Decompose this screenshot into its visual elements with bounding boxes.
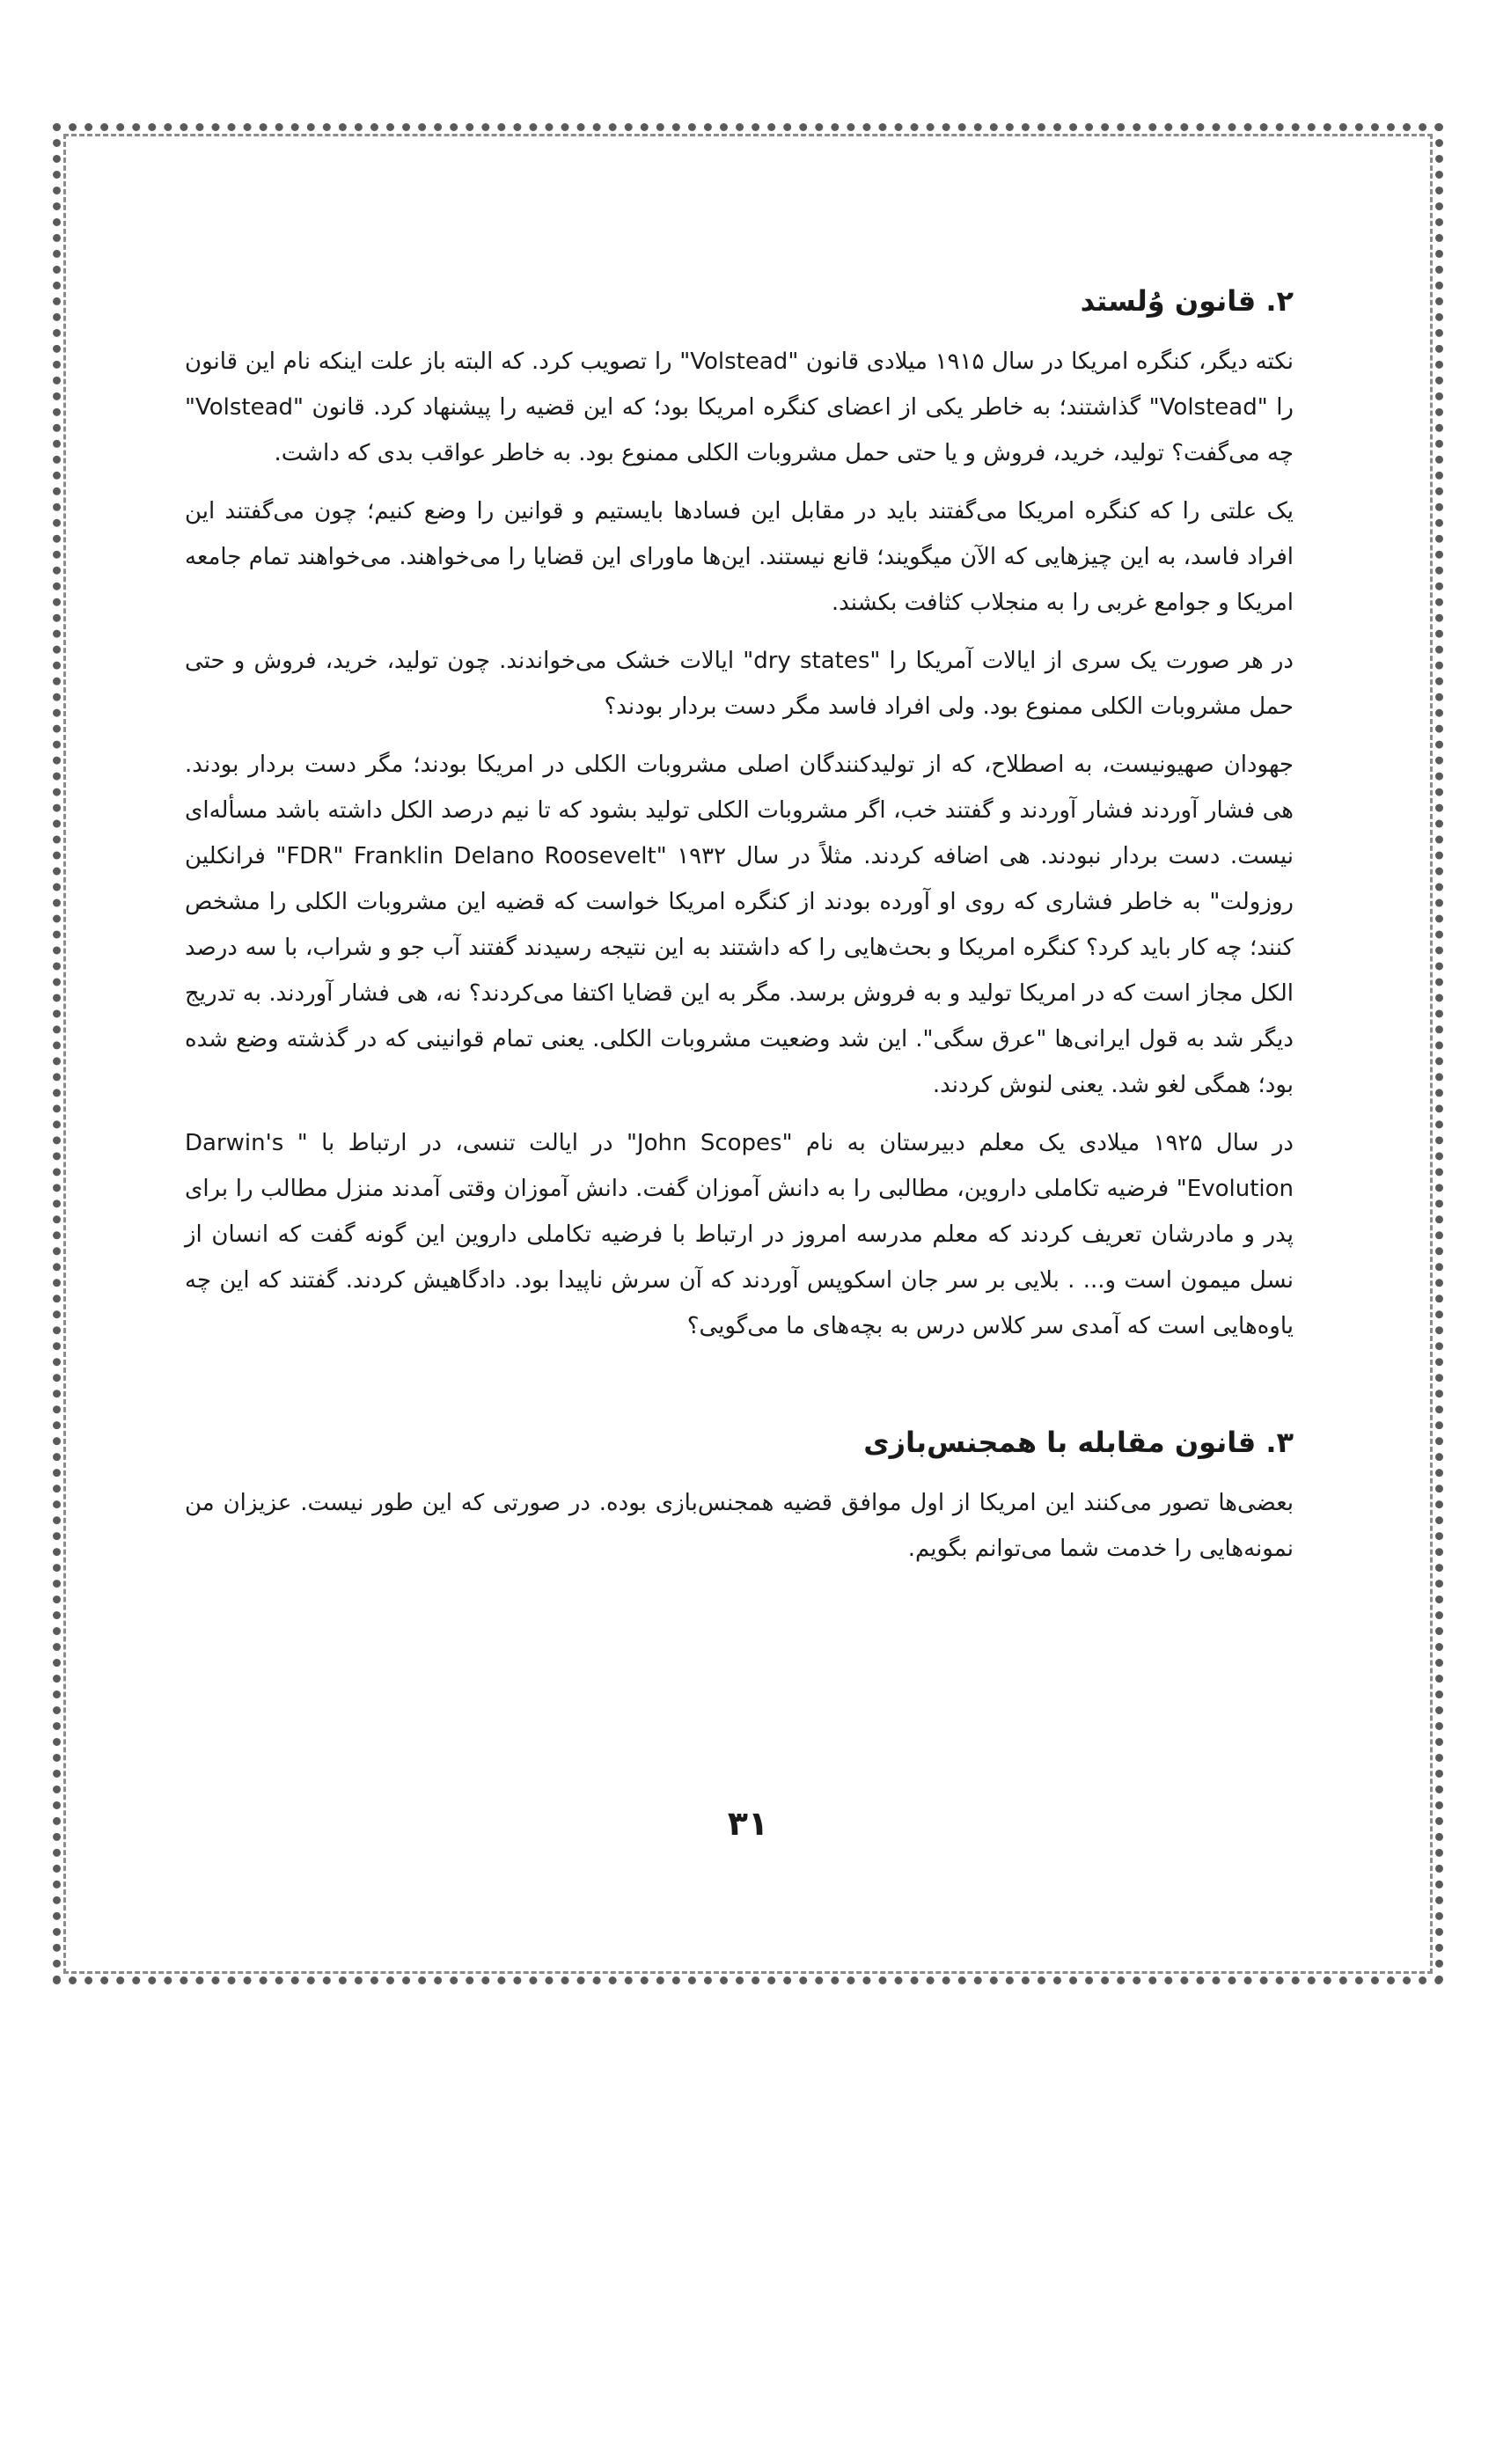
section-2-paragraph-5: در سال ۱۹۲۵ میلادی یک معلم دبیرستان به نام "John Scopes" در ایالت تنسی، در ارتباط با " Darwin's Evolution" فرضیه تکاملی داروین، مطالبی را به دانش آموزان گفت. دانش آموزان وقتی آمدند منزل مطالب را برای پدر و مادرشان تعریف کردند که معلم مدرسه امروز در ارتباط با فرضیه تکاملی داروین این گونه گفت که انسان از نسل میمون است و... . بلایی بر سر جان اسکوپس آوردند که آن سرش ناپیدا بود. دادگاهیش کردند. گفتند که این چه یاوه‌هایی است که آمدی سر کلاس درس به بچه‌های ما می‌گویی؟ bbox=[185, 1129, 1294, 1339]
section-2-paragraph-2: یک علتی را که کنگره امریکا می‌گفتند باید در مقابل این فسادها بایستیم و قوانین را وضع کنیم؛ چون می‌گفتند این افراد فاسد، به این چیزهایی که الآن میگویند؛ قانع نیستند. این‌ها ماورای این قضایا را می‌خواهند. می‌خواهند تمام جامعه امریکا و جوامع غربی را به منجلاب کثافت بکشند. bbox=[185, 497, 1294, 616]
section-spacer bbox=[185, 1361, 1294, 1423]
section-2-title: ۲. قانون وُلستد bbox=[1080, 284, 1294, 318]
section-2-paragraph-3: در هر صورت یک سری از ایالات آمریکا را "dry states" ایالات خشک می‌خواندند. چون تولید، خرید، فروش و حتی حمل مشروبات الکلی ممنوع بود. ولی افراد فاسد مگر دست بردار بودند؟ bbox=[185, 647, 1294, 720]
section-2-paragraph-4: جهودان صهیونیست، به اصطلاح، که از تولیدکنندگان اصلی مشروبات الکلی در امریکا بودند؛ مگر دست بردار بودند. هی فشار آوردند فشار آوردند و گفتند خب، اگر مشروبات الکلی تولید بشود که تا نیم درصد الکل داشته باشد مسأله‌ای نیست. دست بردار نبودند. هی اضافه کردند. مثلاً در سال ۱۹۳۲ "FDR" Franklin Delano Roosevelt" فرانکلین روزولت" به خاطر فشاری که روی او آورده بودند از کنگره امریکا خواست که قضیه این مشروبات الکلی را مشخص کنند؛ چه کار باید کرد؟ کنگره امریکا و بحث‌هایی را که داشتند به این نتیجه رسیدند گفتند آب جو و شراب، با سه درصد الکل مجاز است که در امریکا تولید و به فروش برسد. مگر به این قضایا اکتفا می‌کردند؟ نه، هی فشار آوردند. به تدریج دیگر شد به قول ایرانی‌ها "عرق سگی". این شد وضعیت مشروبات الکلی. یعنی تمام قوانینی که در گذشته وضع شده بود؛ همگی لغو شد. یعنی لنوش کردند. bbox=[185, 751, 1294, 1098]
section-2-paragraph-1: نکته دیگر، کنگره امریکا در سال ۱۹۱۵ میلادی قانون "Volstead" را تصویب کرد. که البته باز علت اینکه نام این قانون را "Volstead" گذاشتند؛ به خاطر یکی از اعضای کنگره امریکا بود؛ که این قضیه را پیشنهاد کرد. قانون "Volstead" چه می‌گفت؟ تولید، خرید، فروش و یا حتی حمل مشروبات الکلی ممنوع بود. به خاطر عواقب بدی که داشت. bbox=[185, 348, 1294, 466]
page-number: ۳۱ bbox=[727, 1804, 769, 1843]
page-body bbox=[185, 282, 1294, 1584]
section-3-paragraph-1: بعضی‌ها تصور می‌کنند این امریکا از اول موافق قضیه همجنس‌بازی بوده. در صورتی که این طور نیست. عزیزان من نمونه‌هایی را خدمت شما می‌توانم بگویم. bbox=[185, 1489, 1294, 1562]
section-3-title: ۳. قانون مقابله با همجنس‌بازی bbox=[863, 1425, 1294, 1459]
